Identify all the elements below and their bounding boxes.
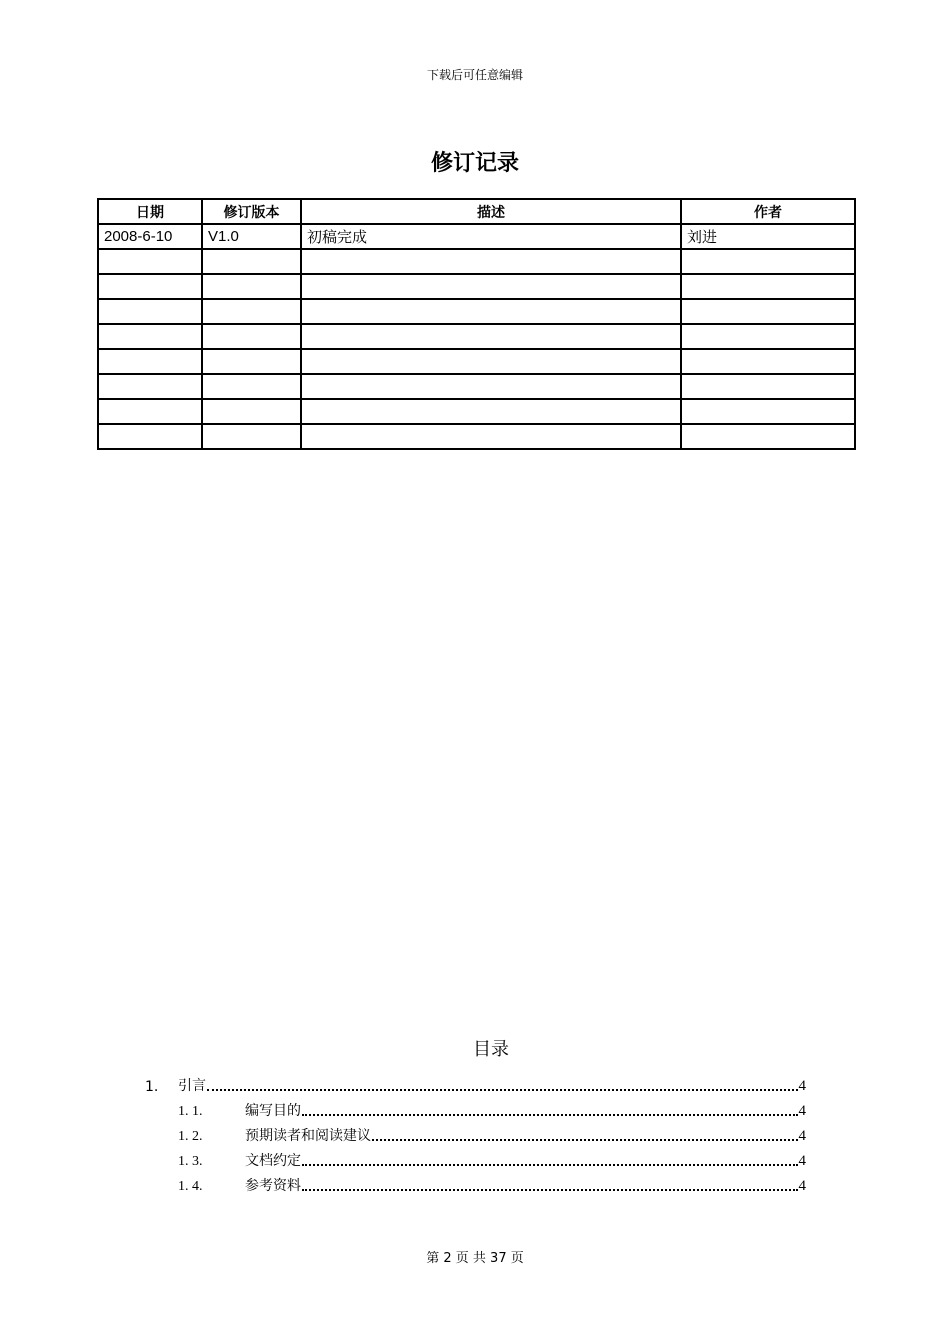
- toc-entry-number: 1.: [145, 1079, 159, 1095]
- cell-date: [98, 324, 202, 349]
- cell-date: [98, 374, 202, 399]
- toc-entry-text: 参考资料: [245, 1178, 301, 1194]
- table-row: [98, 299, 855, 324]
- cell-author: [681, 274, 855, 299]
- cell-version: [202, 274, 301, 299]
- col-version-header: 修订版本: [202, 199, 301, 224]
- toc-entry-text: 编写目的: [245, 1103, 301, 1119]
- col-description-header: 描述: [301, 199, 681, 224]
- table-row: [98, 374, 855, 399]
- revision-header-row: [98, 199, 855, 224]
- toc-entry-page: 4: [798, 1078, 806, 1094]
- cell-date: [98, 349, 202, 374]
- cell-date: [98, 299, 202, 324]
- table-row: [98, 324, 855, 349]
- cell-author: 刘进: [681, 224, 855, 249]
- toc-entry[interactable]: [178, 1123, 806, 1145]
- table-row: [98, 399, 855, 424]
- cell-author: [681, 424, 855, 449]
- cell-description: [301, 399, 681, 424]
- toc-entry-text: 文档约定: [245, 1153, 301, 1169]
- cell-version: [202, 324, 301, 349]
- cell-version: [202, 399, 301, 424]
- cell-version: [202, 349, 301, 374]
- toc-entry[interactable]: [145, 1073, 806, 1095]
- col-author-header: 作者: [681, 199, 855, 224]
- cell-author: [681, 299, 855, 324]
- cell-date: 2008-6-10: [98, 224, 202, 249]
- toc-leader-dots: [302, 1188, 798, 1191]
- toc-entry-page: 4: [798, 1178, 806, 1194]
- toc-entry-number: 1. 3.: [178, 1154, 203, 1169]
- toc-entry-number: 1. 4.: [178, 1179, 203, 1194]
- toc-entry-page: 4: [798, 1153, 806, 1169]
- cell-author: [681, 324, 855, 349]
- cell-version: [202, 374, 301, 399]
- cell-description: [301, 324, 681, 349]
- toc-entry[interactable]: [178, 1098, 806, 1120]
- cell-description: [301, 299, 681, 324]
- toc-entry[interactable]: [178, 1173, 806, 1195]
- cell-description: [301, 424, 681, 449]
- header-note: 下载后可任意编辑: [426, 68, 523, 82]
- revision-table-body: [98, 224, 855, 449]
- toc-title: 目录: [473, 1039, 509, 1060]
- cell-author: [681, 399, 855, 424]
- table-row: [98, 349, 855, 374]
- cell-date: [98, 274, 202, 299]
- toc-leader-dots: [302, 1113, 798, 1116]
- toc-leader-dots: [207, 1088, 798, 1091]
- toc-entry-number: 1. 1.: [178, 1104, 203, 1119]
- revision-table: [97, 198, 856, 450]
- cell-version: [202, 249, 301, 274]
- toc-entry-text: 引言: [178, 1078, 206, 1094]
- table-row: [98, 249, 855, 274]
- toc-entry-number: 1. 2.: [178, 1129, 203, 1144]
- page-footer: 第 2 页 共 37 页: [426, 1251, 524, 1266]
- toc-entry-text: 预期读者和阅读建议: [245, 1128, 371, 1144]
- table-row: [98, 224, 855, 249]
- cell-author: [681, 349, 855, 374]
- cell-date: [98, 424, 202, 449]
- cell-date: [98, 249, 202, 274]
- cell-description: [301, 349, 681, 374]
- toc-entry[interactable]: [178, 1148, 806, 1170]
- table-row: [98, 424, 855, 449]
- toc-entry-page: 4: [798, 1128, 806, 1144]
- toc-entry-page: 4: [798, 1103, 806, 1119]
- cell-version: [202, 424, 301, 449]
- toc-leader-dots: [302, 1163, 798, 1166]
- toc-leader-dots: [372, 1138, 798, 1141]
- cell-author: [681, 374, 855, 399]
- cell-date: [98, 399, 202, 424]
- cell-description: [301, 374, 681, 399]
- table-row: [98, 274, 855, 299]
- cell-version: V1.0: [202, 224, 301, 249]
- revision-title: 修订记录: [430, 151, 519, 176]
- cell-description: 初稿完成: [301, 224, 681, 249]
- cell-description: [301, 274, 681, 299]
- cell-description: [301, 249, 681, 274]
- cell-author: [681, 249, 855, 274]
- cell-version: [202, 299, 301, 324]
- col-date-header: 日期: [98, 199, 202, 224]
